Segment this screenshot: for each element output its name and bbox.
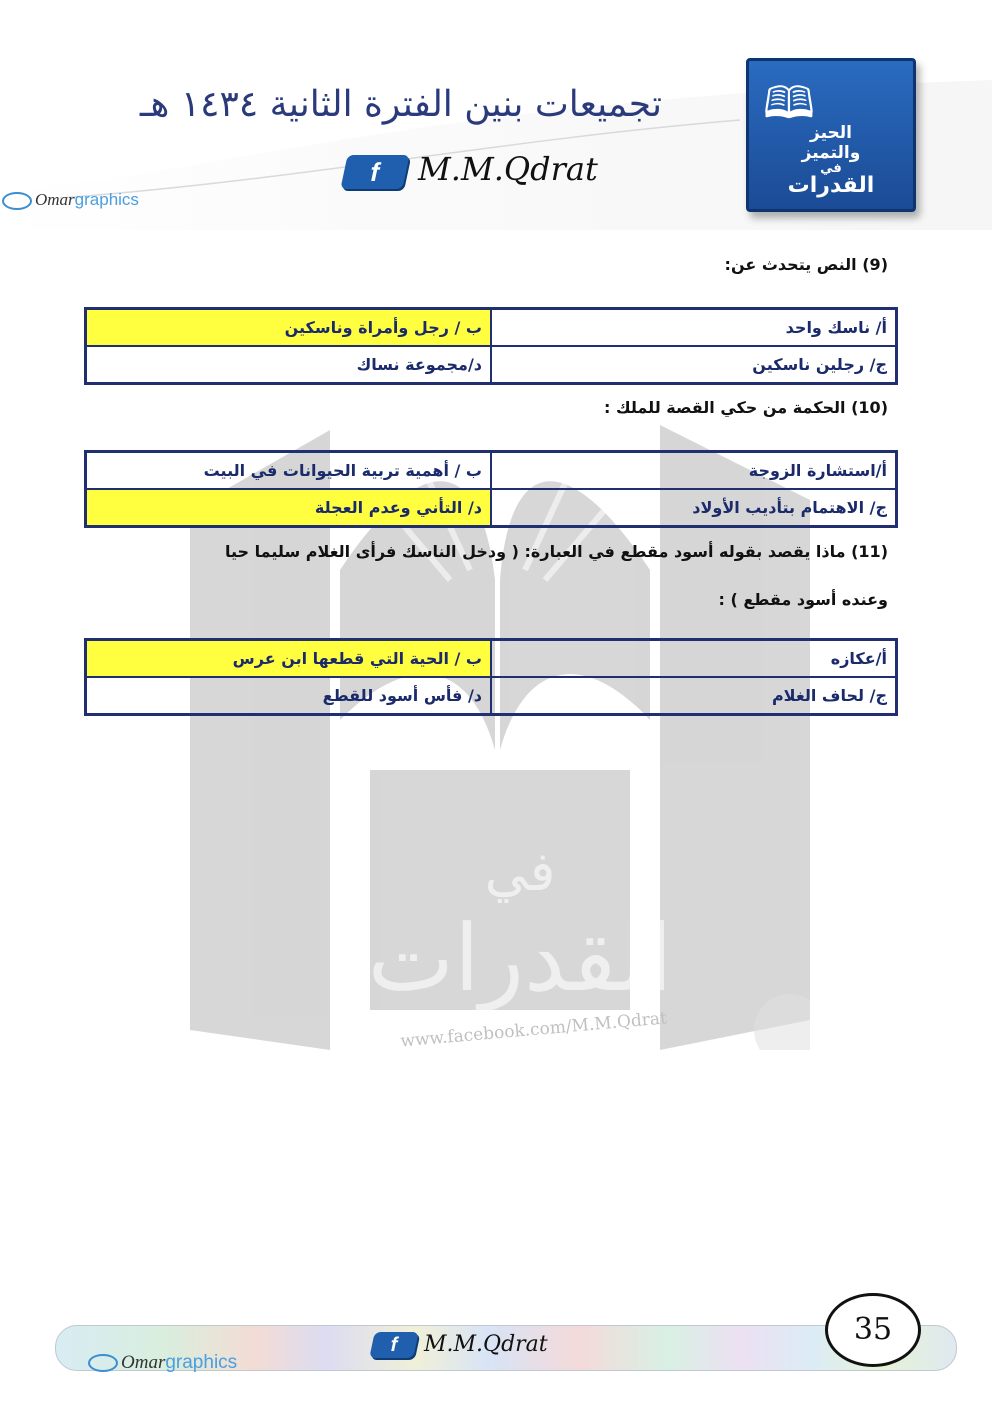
logo-line4: القدرات — [787, 173, 875, 198]
option-d[interactable]: د/مجموعة نساك — [86, 346, 492, 384]
question-10-options — [84, 450, 898, 528]
facebook-icon: f — [340, 155, 409, 189]
option-b[interactable]: ب / رجل وأمراة وناسكين — [86, 309, 492, 347]
option-b[interactable]: ب / أهمية تربية الحيوانات في البيت — [86, 452, 492, 490]
open-book-icon: 🕮 — [763, 78, 815, 129]
logo-line3: في — [820, 161, 842, 176]
option-c[interactable]: ج/ لحاف الغلام — [491, 677, 897, 715]
question-11-options — [84, 638, 898, 716]
option-d[interactable]: د/ فأس أسود للقطع — [86, 677, 492, 715]
header-brand-text: M.M.Qdrat — [418, 150, 598, 188]
page-number: 35 — [825, 1293, 921, 1367]
watermark-logo-word: في — [484, 840, 556, 903]
question-10-text: (10) الحكمة من حكي القصة للملك : — [604, 398, 888, 417]
omar-graphics-logo: Omargraphics — [2, 190, 139, 210]
question-9-options — [84, 307, 898, 385]
table-row — [86, 640, 897, 678]
table-row — [86, 677, 897, 715]
table-row — [86, 452, 897, 490]
qdrat-logo — [746, 58, 916, 212]
footer-brand — [372, 1332, 548, 1358]
option-b[interactable]: ب / الحية التي قطعها ابن عرس — [86, 640, 492, 678]
option-a[interactable]: أ/ ناسك واحد — [491, 309, 897, 347]
footer-omar-graphics-logo: Omargraphics — [88, 1352, 237, 1374]
option-c[interactable]: ج/ رجلين ناسكين — [491, 346, 897, 384]
facebook-icon: f — [369, 1332, 419, 1358]
watermark-logo-word: القدرات — [367, 905, 673, 1012]
option-d[interactable]: د/ التأني وعدم العجلة — [86, 489, 492, 527]
header-brand — [344, 150, 598, 189]
option-a[interactable]: أ/عكازه — [491, 640, 897, 678]
table-row — [86, 489, 897, 527]
option-c[interactable]: ج/ الاهتمام بتأديب الأولاد — [491, 489, 897, 527]
logo-line2: والتميز — [801, 143, 861, 163]
logo-line1: الحيز — [810, 123, 852, 143]
omar-logo-icon — [88, 1354, 118, 1372]
option-a[interactable]: أ/استشارة الزوجة — [491, 452, 897, 490]
question-9-text: (9) النص يتحدث عن: — [724, 255, 888, 274]
header-title: تجميعات بنين الفترة الثانية ١٤٣٤ هـ — [139, 84, 662, 125]
table-row — [86, 346, 897, 384]
watermark-url: www.facebook.com/M.M.Qdrat — [399, 1008, 668, 1052]
footer-brand-text: M.M.Qdrat — [424, 1332, 548, 1357]
question-11-text-line2: وعنده أسود مقطع ) : — [718, 590, 888, 609]
question-11-text-line1: (11) ماذا يقصد بقوله أسود مقطع في العبارة: ( ودخل الناسك فرأى الغلام سليما حيا — [225, 542, 888, 561]
table-row — [86, 309, 897, 347]
omar-logo-icon — [2, 192, 32, 210]
